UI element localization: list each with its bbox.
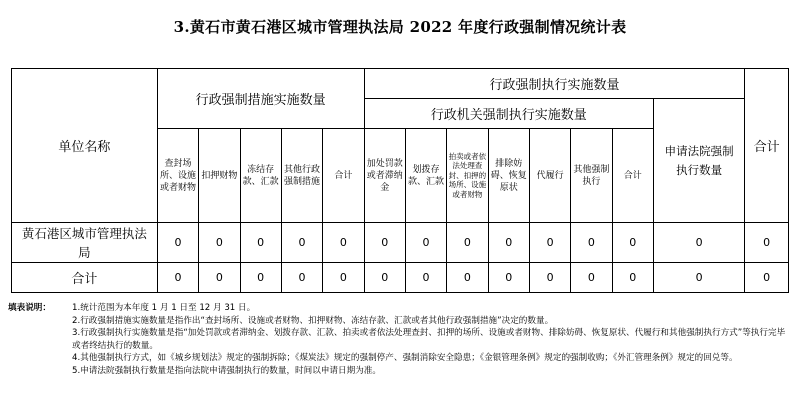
cell-value: 0 bbox=[405, 263, 446, 293]
note-item: 2.行政强制措施实施数量是指作出“查封场所、设施或者财物、扣押财物、冻结存款、汇款或者其他行政强制措施”决定的数量。 bbox=[72, 315, 554, 326]
col-fines-header: 加处罚款或者滞纳金 bbox=[364, 129, 405, 223]
cell-value: 0 bbox=[364, 223, 405, 263]
total-row-label: 合计 bbox=[12, 263, 158, 293]
col-seize-property-header: 扣押财物 bbox=[199, 129, 240, 223]
page-title: 3.黄石市黄石港区城市管理执法局 2022 年度行政强制情况统计表 bbox=[173, 18, 627, 36]
cell-value: 0 bbox=[199, 263, 240, 293]
col-substitute-performance-header: 代履行 bbox=[529, 129, 570, 223]
cell-value: 0 bbox=[364, 263, 405, 293]
admin-execution-group-header: 行政机关强制执行实施数量 bbox=[364, 99, 653, 129]
col-measures-total-header: 合计 bbox=[323, 129, 364, 223]
cell-value: 0 bbox=[281, 223, 322, 263]
fill-instructions bbox=[8, 302, 792, 378]
row-unit-label: 黄石港区城市管理执法局 bbox=[12, 223, 158, 263]
cell-value: 0 bbox=[529, 223, 570, 263]
cell-value: 0 bbox=[323, 263, 364, 293]
execution-group-header: 行政强制执行实施数量 bbox=[364, 69, 745, 99]
total-row bbox=[12, 263, 789, 293]
cell-value: 0 bbox=[405, 223, 446, 263]
cell-value: 0 bbox=[488, 263, 529, 293]
cell-value: 0 bbox=[240, 223, 281, 263]
cell-value: 0 bbox=[529, 263, 570, 293]
cell-value: 0 bbox=[571, 223, 612, 263]
col-freeze-deposits-header: 冻结存款、汇款 bbox=[240, 129, 281, 223]
header-row-1 bbox=[12, 69, 789, 99]
cell-value: 0 bbox=[745, 223, 789, 263]
col-seal-sites-header: 查封场所、设施或者财物 bbox=[157, 129, 198, 223]
table-row bbox=[12, 223, 789, 263]
measures-group-header: 行政强制措施实施数量 bbox=[157, 69, 364, 129]
note-item: 5.申请法院强制执行数量是指向法院申请强制执行的数量，时间以申请日期为准。 bbox=[72, 365, 381, 376]
notes-label: 填表说明： bbox=[8, 303, 51, 313]
cell-value: 0 bbox=[571, 263, 612, 293]
note-item: 3.行政强制执行实施数量是指“加处罚款或者滞纳金、划拨存款、汇款、拍卖或者依法处理查封、扣押的场所、设施或者财物、排除妨碍、恢复原状、代履行和其他强制执行方式”等执行完毕或者终结执行的数量。 bbox=[72, 328, 786, 351]
cell-value: 0 bbox=[281, 263, 322, 293]
cell-value: 0 bbox=[653, 263, 744, 293]
col-execution-total-header: 合计 bbox=[612, 129, 653, 223]
note-item: 1.统计范围为本年度 1 月 1 日至 12 月 31 日。 bbox=[72, 303, 256, 313]
statistics-table bbox=[11, 68, 789, 293]
grand-total-header: 合计 bbox=[745, 69, 789, 223]
cell-value: 0 bbox=[447, 263, 488, 293]
unit-name-header: 单位名称 bbox=[12, 69, 158, 223]
cell-value: 0 bbox=[447, 223, 488, 263]
cell-value: 0 bbox=[323, 223, 364, 263]
note-item: 4.其他强制执行方式，如《城乡规划法》规定的强制拆除；《煤炭法》规定的强制停产、强制消除安全隐患；《金银管理条例》规定的强制收购；《外汇管理条例》规定的回兑等。 bbox=[72, 353, 738, 364]
cell-value: 0 bbox=[488, 223, 529, 263]
col-other-execution-header: 其他强制执行 bbox=[571, 129, 612, 223]
court-application-header: 申请法院强制执行数量 bbox=[653, 99, 744, 223]
cell-value: 0 bbox=[653, 223, 744, 263]
cell-value: 0 bbox=[240, 263, 281, 293]
cell-value: 0 bbox=[157, 223, 198, 263]
cell-value: 0 bbox=[199, 223, 240, 263]
cell-value: 0 bbox=[612, 223, 653, 263]
col-transfer-deposits-header: 划拨存款、汇款 bbox=[405, 129, 446, 223]
note-first-line bbox=[8, 302, 792, 315]
col-remove-obstruction-header: 排除妨碍、恢复原状 bbox=[488, 129, 529, 223]
col-auction-header: 拍卖或者依法处理查封、扣押的场所、设施或者财物 bbox=[447, 129, 488, 223]
cell-value: 0 bbox=[612, 263, 653, 293]
cell-value: 0 bbox=[745, 263, 789, 293]
cell-value: 0 bbox=[157, 263, 198, 293]
col-other-measures-header: 其他行政强制措施 bbox=[281, 129, 322, 223]
